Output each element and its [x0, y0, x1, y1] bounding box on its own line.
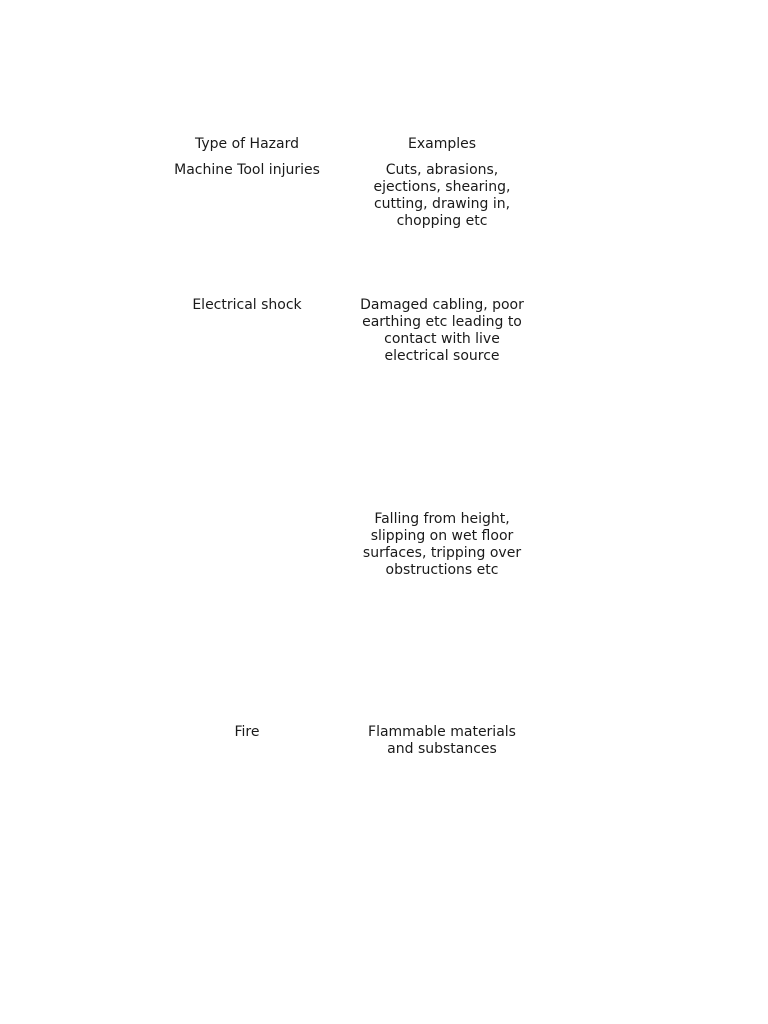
- row-2-hazard: Electrical shock: [192, 297, 302, 313]
- header-type-of-hazard: Type of Hazard: [195, 136, 299, 152]
- row-1-examples: Cuts, abrasions, ejections, shearing, cutting, drawing in, chopping etc: [373, 162, 511, 229]
- row-2-examples: Damaged cabling, poor earthing etc leading to contact with live electrical source: [360, 297, 524, 364]
- header-examples: Examples: [407, 136, 477, 152]
- row-4-examples: Flammable materials and substances: [368, 724, 516, 757]
- row-3-examples: Falling from height, slipping on wet floor surfaces, tripping over obstructions etc: [362, 511, 522, 578]
- row-1-hazard: Machine Tool injuries: [174, 162, 320, 178]
- row-4-hazard: Fire: [234, 724, 260, 740]
